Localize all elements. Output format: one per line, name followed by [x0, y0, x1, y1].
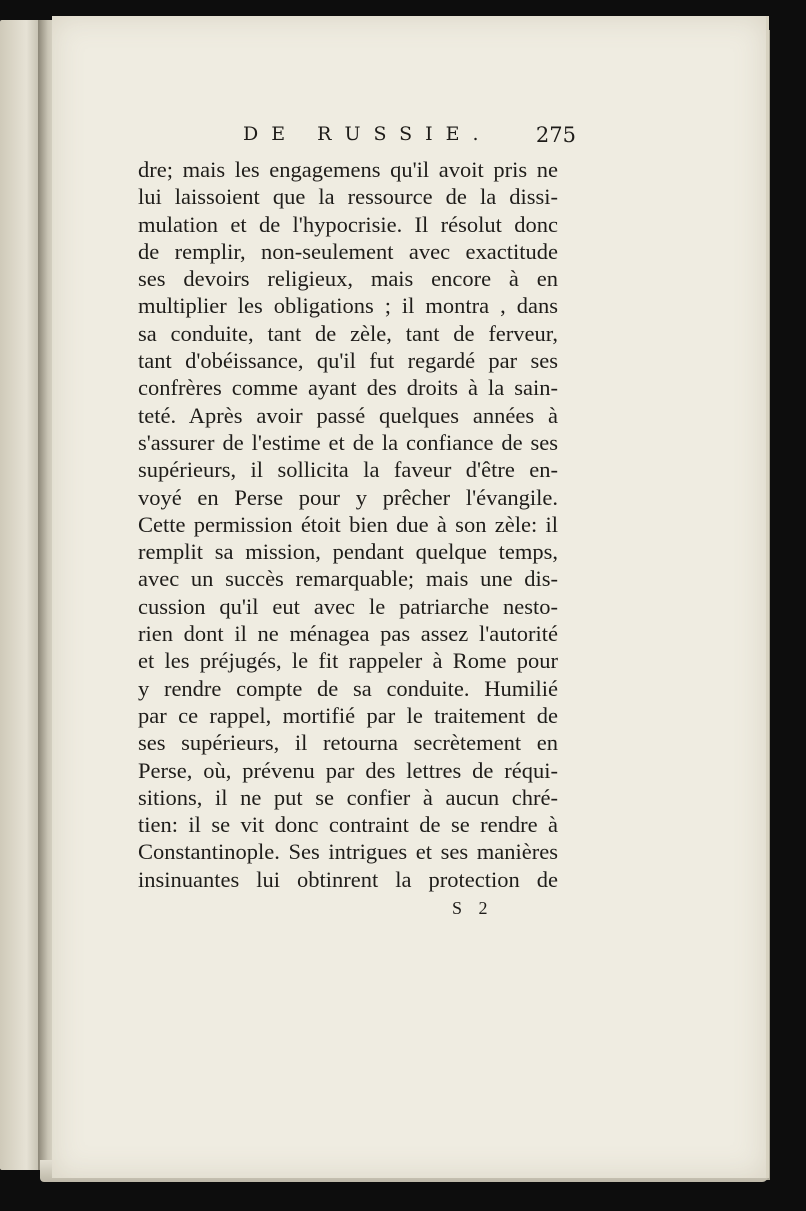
text-line: sa conduite, tant de zèle, tant de ferveur, — [138, 320, 558, 346]
text-line: supérieurs, il sollicita la faveur d'être en- — [138, 457, 558, 483]
text-line: confrères comme ayant des droits à la sain- — [138, 375, 558, 401]
text-line: cussion qu'il eut avec le patriarche nesto- — [138, 593, 558, 619]
text-line: sitions, il ne put se confier à aucun chré- — [138, 784, 558, 810]
text-line: de remplir, non-seulement avec exactitude — [138, 238, 558, 264]
body-text — [138, 156, 558, 893]
text-line: rien dont il ne ménagea pas assez l'autorité — [138, 621, 558, 647]
text-line: avec un succès remarquable; mais une dis- — [138, 566, 558, 592]
text-line: multiplier les obligations ; il montra , dans — [138, 293, 558, 319]
text-line: Constantinople. Ses intrigues et ses manières — [138, 839, 558, 865]
text-line: insinuantes lui obtinrent la protection de — [138, 866, 558, 892]
text-line: ses devoirs religieux, mais encore à en — [138, 266, 558, 292]
text-line: Perse, où, prévenu par des lettres de réqui- — [138, 757, 558, 783]
text-line: tant d'obéissance, qu'il fut regardé par ses — [138, 348, 558, 374]
page-number: 275 — [535, 123, 576, 147]
running-title: DE RUSSIE. — [243, 123, 492, 145]
text-line: teté. Après avoir passé quelques années à — [138, 402, 558, 428]
text-line: tien: il se vit donc contraint de se rendre à — [138, 812, 558, 838]
signature-mark: S 2 — [452, 898, 494, 918]
text-line: par ce rappel, mortifié par le traitement de — [138, 702, 558, 728]
text-line: y rendre compte de sa conduite. Humilié — [138, 675, 558, 701]
text-line: ses supérieurs, il retourna secrètement en — [138, 730, 558, 756]
text-line: dre; mais les engagemens qu'il avoit pris ne — [138, 157, 558, 182]
text-line: remplit sa mission, pendant quelque temps, — [138, 539, 558, 565]
text-line: s'assurer de l'estime et de la confiance de ses — [138, 429, 558, 455]
text-line: et les préjugés, le fit rappeler à Rome pour — [138, 648, 558, 674]
text-line: lui laissoient que la ressource de la dissi- — [138, 184, 558, 210]
running-head — [88, 123, 576, 153]
text-line: Cette permission étoit bien due à son zèle: il — [138, 511, 558, 537]
text-line: voyé en Perse pour y prêcher l'évangile. — [138, 484, 558, 510]
text-line: mulation et de l'hypocrisie. Il résolut donc — [138, 211, 558, 237]
